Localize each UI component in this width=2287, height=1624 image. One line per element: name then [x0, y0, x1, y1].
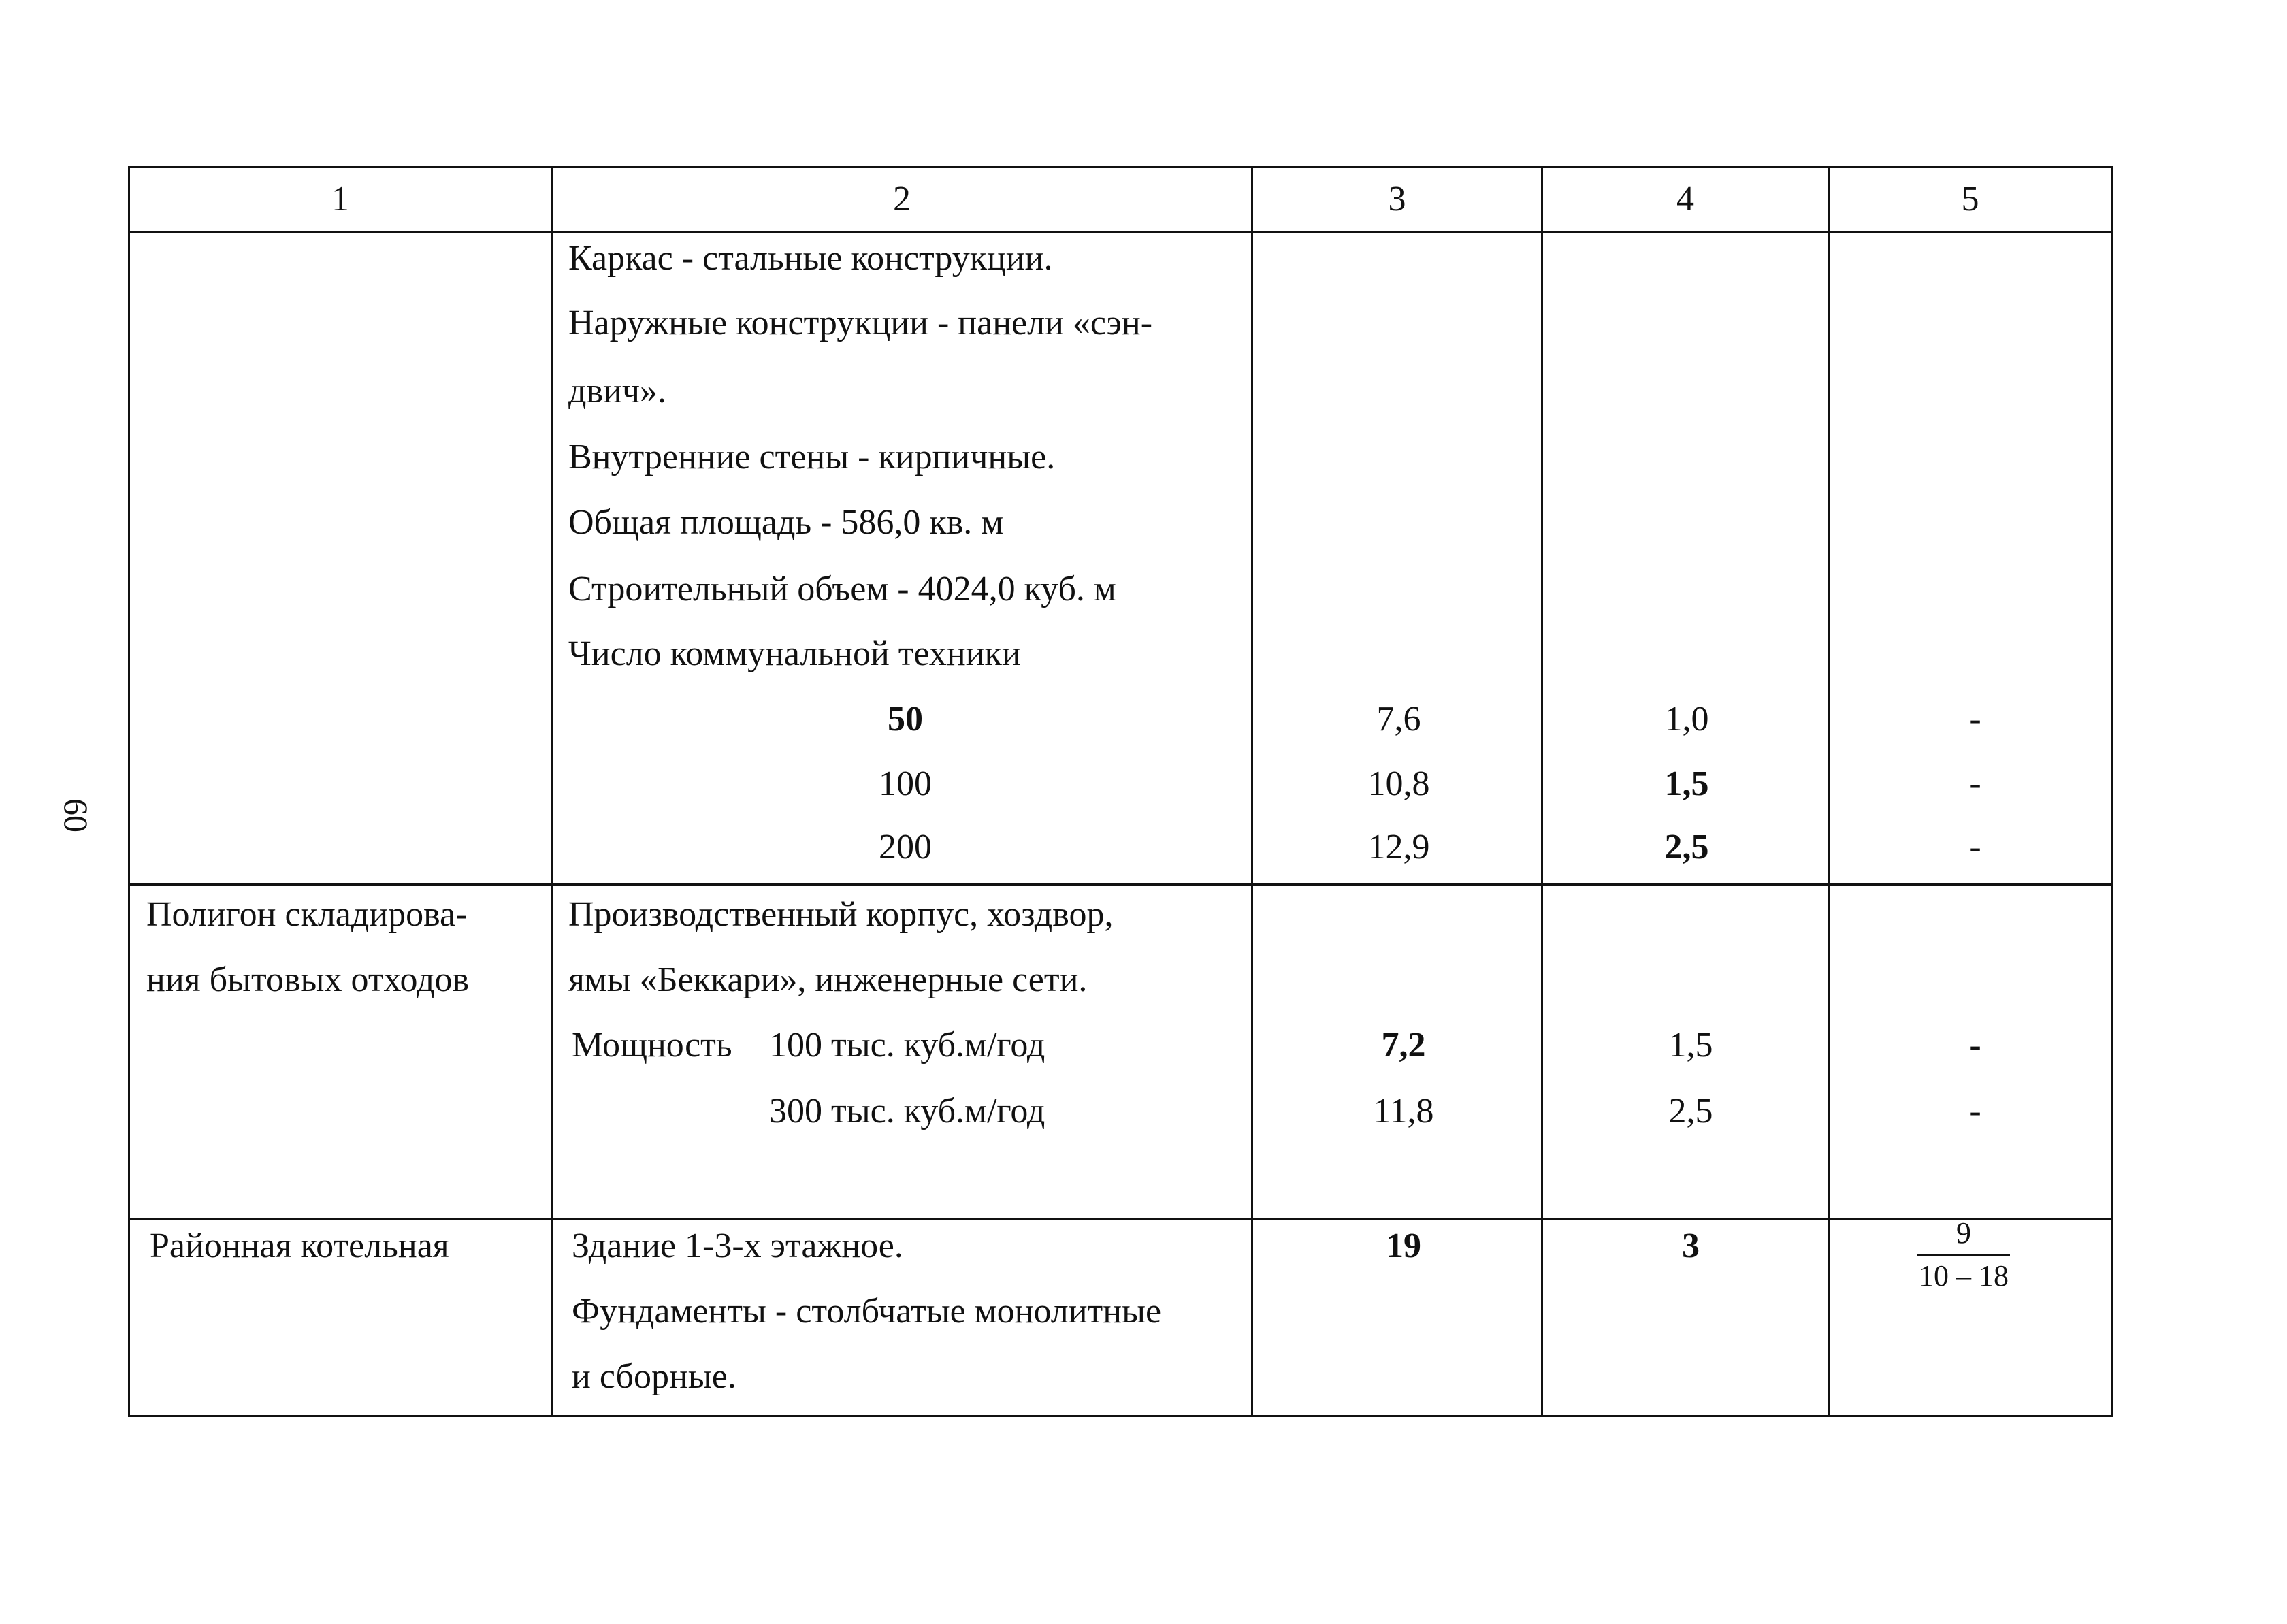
vehicle-count: 50 [888, 699, 923, 738]
block1-line: Общая площадь - 586,0 кв. м [568, 502, 1004, 542]
col4-value: 1,5 [1664, 764, 1709, 803]
row-divider-1 [128, 883, 2113, 886]
header-divider [128, 231, 2113, 233]
col-divider-5 [2111, 166, 2113, 1417]
col-divider-3 [1541, 166, 1543, 1417]
col3-value: 7,2 [1381, 1025, 1426, 1065]
col3-value: 10,8 [1367, 764, 1430, 803]
block2-name-line: ния бытовых отходов [146, 960, 470, 999]
capacity-value: 100 тыс. куб.м/год [769, 1025, 1045, 1065]
table-border-bottom [128, 1415, 2113, 1417]
col5-value: - [1969, 1091, 1981, 1131]
fraction-numerator: 9 [1956, 1216, 1971, 1250]
col3-value: 12,9 [1367, 827, 1430, 866]
col4-value: 2,5 [1664, 827, 1709, 866]
row-divider-2 [128, 1218, 2113, 1220]
col3-value: 11,8 [1373, 1091, 1434, 1131]
block3-line: и сборные. [572, 1357, 736, 1396]
fraction-bar [1917, 1254, 2010, 1256]
col4-value: 1,0 [1664, 699, 1709, 738]
col-divider-2 [1251, 166, 1253, 1417]
block3-line: Фундаменты - столбчатые монолитные [572, 1291, 1162, 1331]
column-header-1: 1 [331, 179, 349, 218]
fraction-denominator: 10 – 18 [1919, 1259, 2009, 1293]
capacity-value: 300 тыс. куб.м/год [769, 1091, 1045, 1131]
col-divider-4 [1828, 166, 1830, 1417]
col5-fraction [1913, 1217, 2015, 1293]
col5-value: - [1969, 827, 1981, 866]
col-divider-0 [128, 166, 130, 1417]
block1-line: Каркас - стальные конструкции. [568, 238, 1053, 278]
col4-value: 2,5 [1668, 1091, 1713, 1131]
block2-line: ямы «Беккари», инженерные сети. [568, 960, 1088, 999]
block1-line: Строительный объем - 4024,0 куб. м [568, 569, 1116, 608]
block2-name-line: Полигон складирова- [146, 894, 468, 934]
col3-value: 19 [1386, 1226, 1421, 1265]
col-divider-1 [551, 166, 553, 1417]
page-number: 60 [57, 798, 95, 832]
block1-line: Внутренние стены - кирпичные. [568, 437, 1056, 476]
vehicle-count: 200 [879, 827, 932, 866]
block1-line: Наружные конструкции - панели «сэн- [568, 303, 1153, 342]
col4-value: 1,5 [1668, 1025, 1713, 1065]
block1-line: Число коммунальной техники [568, 634, 1021, 673]
column-header-5: 5 [1961, 179, 1979, 218]
block3-name: Районная котельная [150, 1226, 449, 1265]
column-header-2: 2 [893, 179, 911, 218]
capacity-label: Мощность [572, 1025, 732, 1065]
col5-value: - [1969, 764, 1981, 803]
col5-value: - [1969, 699, 1981, 738]
col3-value: 7,6 [1376, 699, 1421, 738]
column-header-3: 3 [1388, 179, 1406, 218]
block1-line: двич». [568, 371, 666, 410]
block2-line: Производственный корпус, хоздвор, [568, 894, 1114, 934]
vehicle-count: 100 [879, 764, 932, 803]
col5-value: - [1969, 1025, 1981, 1065]
column-header-4: 4 [1676, 179, 1694, 218]
col4-value: 3 [1682, 1226, 1700, 1265]
block3-line: Здание 1-3-х этажное. [572, 1226, 903, 1265]
